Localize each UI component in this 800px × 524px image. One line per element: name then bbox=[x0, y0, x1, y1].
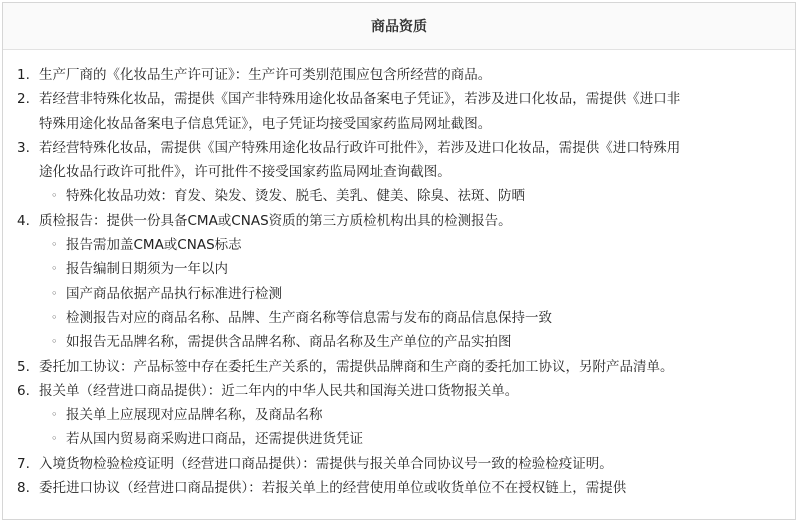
list-item-number: 3. bbox=[17, 139, 30, 156]
list-item bbox=[17, 452, 795, 476]
list-item-number: 5. bbox=[17, 358, 30, 375]
requirements-list bbox=[3, 50, 795, 500]
list-item bbox=[17, 379, 795, 403]
list-item-text: 国产商品依据产品执行标准进行检测 bbox=[66, 285, 282, 302]
list-item-text: 生产厂商的《化妆品生产许可证》：生产许可类别范围应包含所经营的商品。 bbox=[39, 67, 492, 83]
list-item-text: 报告需加盖CMA或CNAS标志 bbox=[66, 237, 242, 254]
list-item-text: 特殊化妆品功效：育发、染发、烫发、脱毛、美乳、健美、除臭、祛斑、防晒 bbox=[66, 188, 525, 205]
sub-list-item bbox=[17, 427, 795, 451]
list-item-text: 途化妆品行政许可批件》，许可批件不接受国家药监局网址查询截图。 bbox=[39, 164, 451, 181]
list-item-number: 8. bbox=[17, 480, 30, 497]
sub-list-item bbox=[17, 184, 795, 208]
list-item-text: 特殊用途化妆品备案电子信息凭证》，电子凭证均接受国家药监局网址截图。 bbox=[39, 115, 492, 132]
list-item-text: 若经营特殊化妆品，需提供《国产特殊用途化妆品行政许可批件》，若涉及进口化妆品，需提供《进口特殊用 bbox=[39, 139, 681, 156]
list-item-text: 质检报告：提供一份具备CMA或CNAS资质的第三方质检机构出具的检测报告。 bbox=[39, 212, 512, 229]
list-item-number: 7. bbox=[17, 455, 30, 472]
bullet-icon: ◦ bbox=[51, 335, 58, 349]
panel-title: 商品资质 bbox=[371, 19, 427, 35]
sub-list-item bbox=[17, 306, 795, 330]
list-item-text: 如报告无品牌名称，需提供含品牌名称、商品名称及生产单位的产品实拍图 bbox=[66, 334, 512, 351]
bullet-icon: ◦ bbox=[51, 189, 58, 203]
list-item bbox=[17, 476, 795, 500]
list-item-continuation bbox=[17, 112, 795, 136]
list-item bbox=[17, 355, 795, 379]
list-item-text: 若经营非特殊化妆品，需提供《国产非特殊用途化妆品备案电子凭证》，若涉及进口化妆品，需提供《进口非 bbox=[39, 91, 681, 108]
sub-list-item bbox=[17, 282, 795, 306]
sub-list-item bbox=[17, 330, 795, 354]
list-item-number: 6. bbox=[17, 382, 30, 399]
list-item bbox=[17, 209, 795, 233]
sub-list-item bbox=[17, 257, 795, 281]
bullet-icon: ◦ bbox=[51, 432, 58, 446]
list-item-number: 1. bbox=[17, 67, 30, 83]
list-item-text: 报告编制日期须为一年以内 bbox=[66, 261, 228, 278]
list-item-text: 委托进口协议（经营进口商品提供）：若报关单上的经营使用单位或收货单位不在授权链上，需提供 bbox=[39, 480, 627, 497]
sub-list-item bbox=[17, 403, 795, 427]
list-item-text: 若从国内贸易商采购进口商品，还需提供进货凭证 bbox=[66, 431, 363, 448]
list-item-text: 入境货物检验检疫证明（经营进口商品提供）：需提供与报关单合同协议号一致的检验检疫证明。 bbox=[39, 455, 613, 472]
sub-list-item bbox=[17, 233, 795, 257]
bullet-icon: ◦ bbox=[51, 238, 58, 252]
bullet-icon: ◦ bbox=[51, 408, 58, 422]
list-item bbox=[17, 63, 795, 87]
list-item-continuation bbox=[17, 160, 795, 184]
list-item-text: 检测报告对应的商品名称、品牌、生产商名称等信息需与发布的商品信息保持一致 bbox=[66, 309, 552, 326]
bullet-icon: ◦ bbox=[51, 286, 58, 300]
list-item-text: 报关单上应展现对应品牌名称，及商品名称 bbox=[66, 407, 323, 424]
bullet-icon: ◦ bbox=[51, 262, 58, 276]
qualification-panel bbox=[2, 2, 796, 520]
list-item bbox=[17, 136, 795, 160]
list-item-text: 委托加工协议：产品标签中存在委托生产关系的，需提供品牌商和生产商的委托加工协议，另附产品清单。 bbox=[39, 358, 674, 375]
list-item bbox=[17, 87, 795, 111]
panel-header bbox=[3, 3, 795, 50]
list-item-number: 4. bbox=[17, 212, 30, 229]
list-item-text: 报关单（经营进口商品提供）：近二年内的中华人民共和国海关进口货物报关单。 bbox=[39, 382, 519, 399]
list-item-number: 2. bbox=[17, 91, 30, 108]
bullet-icon: ◦ bbox=[51, 310, 58, 324]
